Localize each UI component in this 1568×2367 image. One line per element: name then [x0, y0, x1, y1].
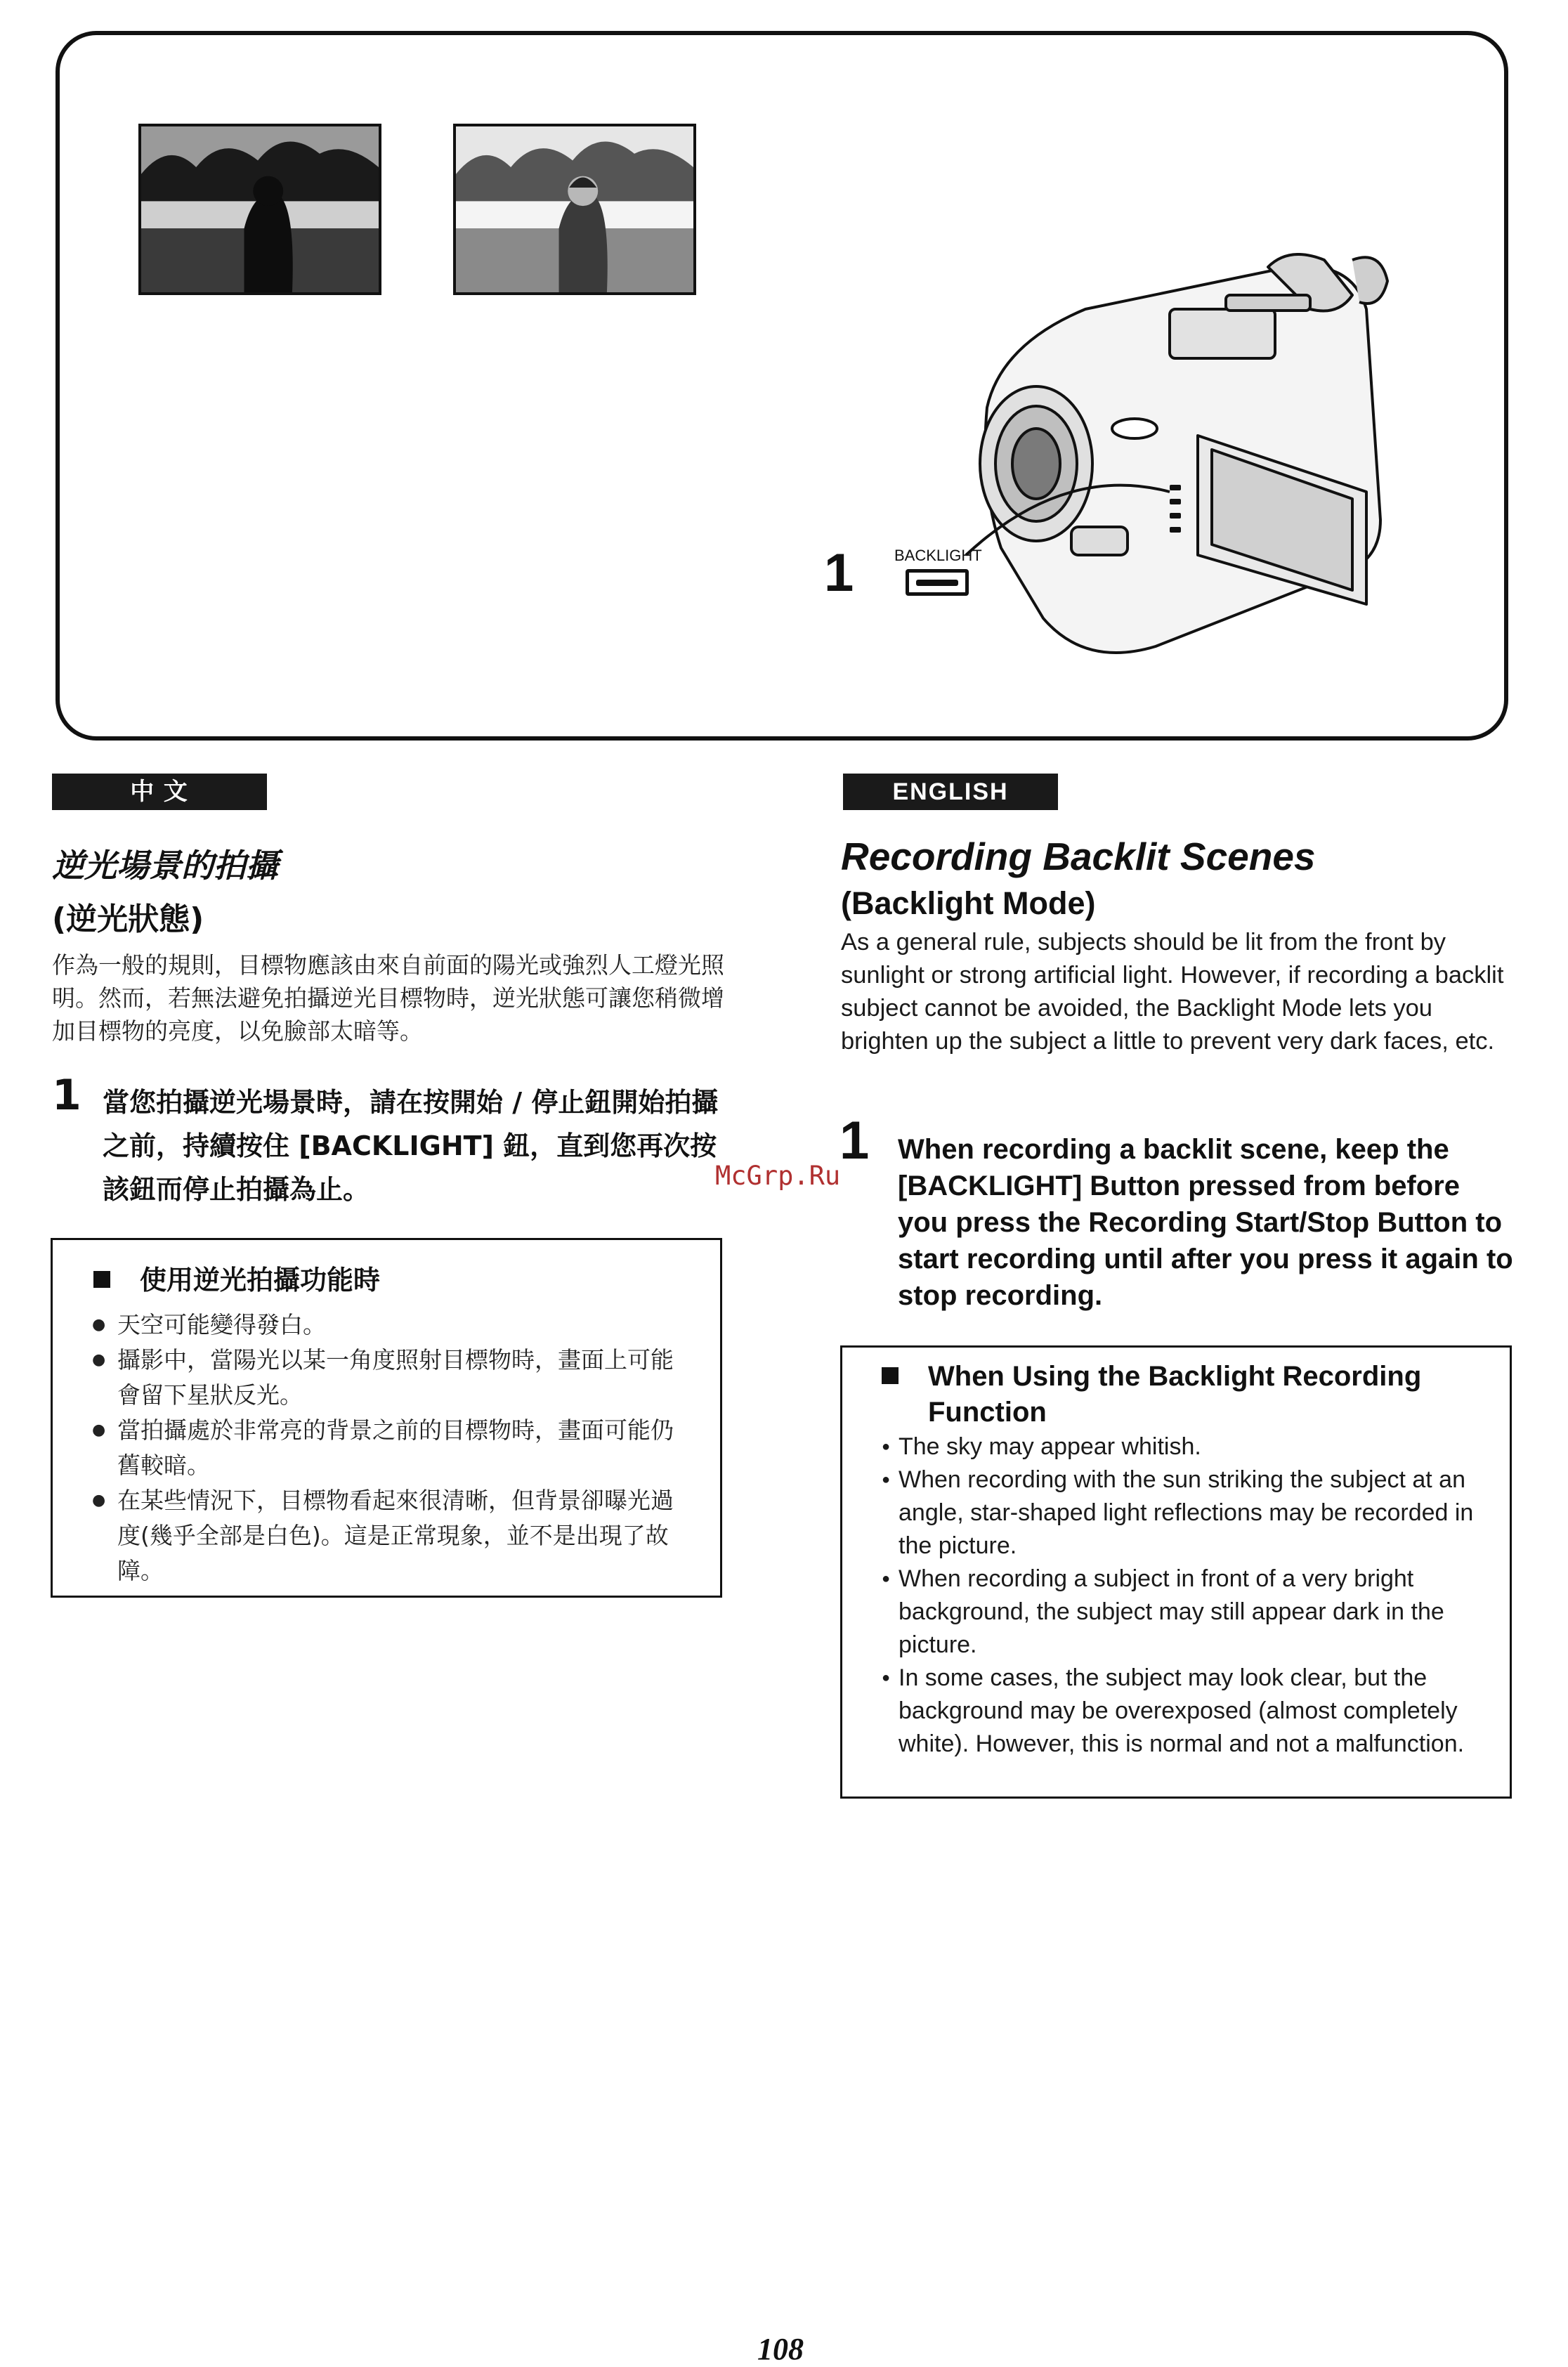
- illustration-frame: [55, 31, 1508, 741]
- english-note-box: [840, 1345, 1512, 1799]
- backlight-label: BACKLIGHT: [894, 547, 982, 564]
- list-item: ● The sky may appear whitish.: [882, 1430, 1500, 1463]
- english-section-tag: ENGLISH: [843, 774, 1058, 810]
- figure-step-number: 1: [824, 543, 854, 603]
- chinese-note-list: [92, 1308, 696, 1589]
- english-note-list: [882, 1430, 1500, 1761]
- list-item: ● In some cases, the subject may look clear, but the background may be overexposed (almost completely white). However, this is normal and not a malfunction.: [882, 1662, 1500, 1761]
- square-bullet-icon: [93, 1271, 110, 1288]
- chinese-title: 逆光場景的拍攝: [52, 847, 278, 885]
- list-item: ● 天空可能變得發白。: [92, 1308, 696, 1343]
- english-note-heading-text: When Using the Backlight Recording Function: [928, 1361, 1422, 1428]
- chinese-subtitle: (逆光狀態): [52, 901, 204, 937]
- list-item: ● 在某些情況下，目標物看起來很清晰，但背景卻曝光過度(幾乎全部是白色)。這是正常現象，並不是出現了故障。: [92, 1483, 696, 1589]
- english-title: Recording Backlit Scenes: [841, 835, 1316, 878]
- chinese-body: 作為一般的規則，目標物應該由來自前面的陽光或強烈人工燈光照明。然而，若無法避免拍攝逆光目標物時，逆光狀態可讓您稍微增加目標物的亮度，以免臉部太暗等。: [52, 951, 724, 1045]
- chinese-note-heading: [93, 1258, 380, 1297]
- list-item: ● When recording a subject in front of a very bright background, the subject may still appear dark in the picture.: [882, 1563, 1500, 1662]
- chinese-section-tag: 中 文: [52, 774, 267, 810]
- english-body: As a general rule, subjects should be lit from the front by sunlight or strong artificial light. However, if recording a backlit subject cannot be avoided, the Backlight Mode lets you brighten up the subject a little to prevent very dark faces, etc.: [841, 929, 1504, 1055]
- list-item: ● When recording with the sun striking the subject at an angle, star-shaped light reflections may be recorded in the picture.: [882, 1463, 1500, 1563]
- english-subtitle: (Backlight Mode): [841, 885, 1096, 921]
- photo-backlit-before: [138, 124, 381, 295]
- chinese-note-box: [51, 1238, 722, 1598]
- watermark: McGrp.Ru: [715, 1161, 841, 1191]
- page-number: 108: [757, 2332, 804, 2366]
- photo-backlit-after: [453, 124, 696, 295]
- square-bullet-icon: [882, 1367, 899, 1384]
- chinese-note-heading-text: 使用逆光拍攝功能時: [140, 1265, 381, 1296]
- list-item: ● 攝影中，當陽光以某一角度照射目標物時，畫面上可能會留下星狀反光。: [92, 1343, 696, 1413]
- english-step-text: When recording a backlit scene, keep the [BACKLIGHT] Button pressed from before you press the Recording Start/Stop Button to start recording until after you press it again to stop recording.: [898, 1134, 1513, 1311]
- list-item: ● 當拍攝處於非常亮的背景之前的目標物時，畫面可能仍舊較暗。: [92, 1413, 696, 1483]
- chinese-step-text: 當您拍攝逆光場景時，請在按開始 / 停止鈕開始拍攝之前，持續按住 [BACKLIGHT] 鈕，直到您再次按該鈕而停止拍攝為止。: [103, 1087, 719, 1205]
- chinese-step-number: 1: [52, 1071, 81, 1120]
- english-step-number: 1: [839, 1111, 870, 1171]
- english-note-heading: [882, 1359, 1486, 1430]
- camcorder-icon: [959, 253, 1423, 682]
